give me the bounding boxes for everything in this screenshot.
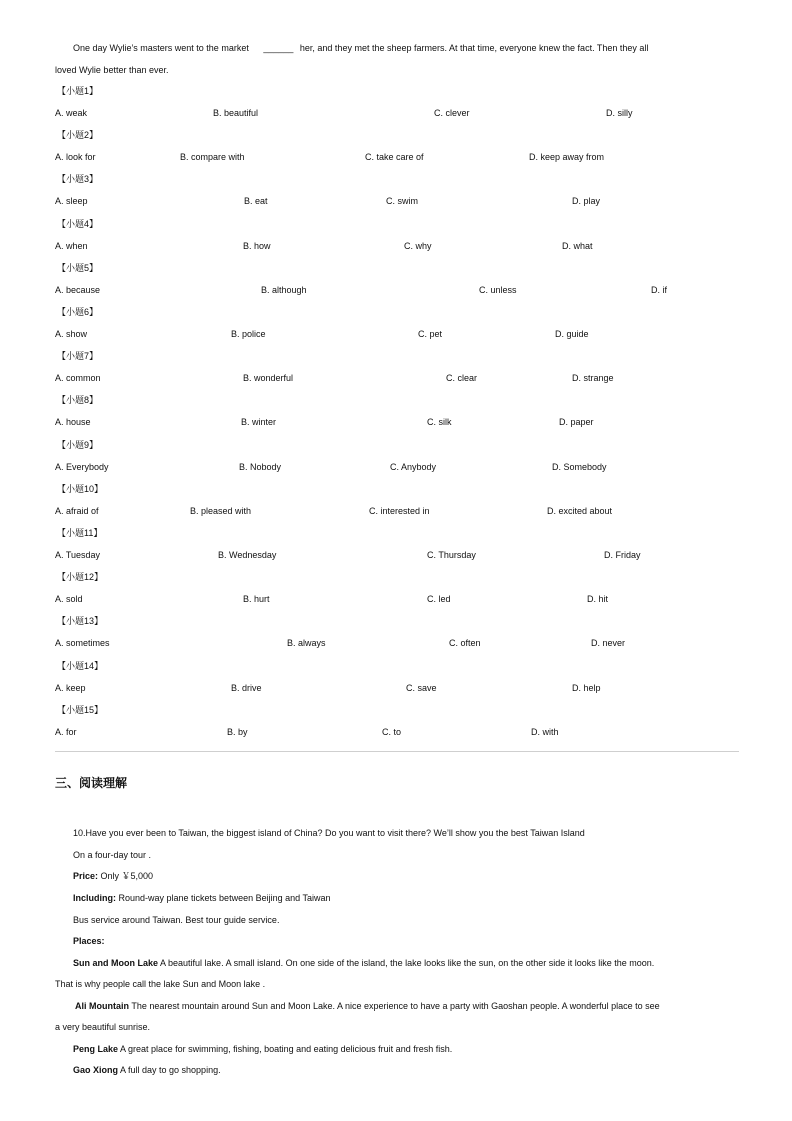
option-a: A. sleep (55, 196, 88, 207)
option-a: A. when (55, 240, 88, 251)
including-value: Round-way plane tickets between Beijing and Taiwan (116, 893, 331, 903)
intro-text-b: her, and they met the sheep farmers. At that time, everyone knew the fact. Then they all (299, 43, 649, 53)
passage-line-1: 10.Have you ever been to Taiwan, the biggest island of China? Do you want to visit there? We’ll show you the best Taiwan Island (73, 828, 585, 838)
question-number: 【小题7】 (57, 351, 99, 362)
option-b: B. compare with (180, 152, 245, 163)
option-d: D. excited about (547, 505, 613, 516)
question-number: 【小题9】 (57, 439, 99, 450)
question-number: 【小题6】 (57, 307, 99, 317)
option-d: D. hit (587, 594, 609, 605)
option-b: B. always (287, 638, 326, 649)
option-d: D. what (562, 240, 593, 251)
price-line (73, 870, 153, 882)
ali-mountain-line (75, 1000, 660, 1012)
question-number: 【小题4】 (57, 218, 99, 229)
question-number: 【小题5】 (57, 262, 99, 273)
question-number: 【小题13】 (57, 616, 104, 627)
option-c: C. silk (427, 417, 452, 428)
option-b: B. wonderful (243, 373, 294, 384)
option-b: B. how (243, 240, 271, 251)
question-number: 【小题11】 (57, 528, 103, 538)
option-b: B. eat (244, 196, 268, 207)
section-divider (55, 751, 739, 752)
section-heading: 三、阅读理解 (55, 776, 128, 790)
gao-xiong-text: A full day to go shopping. (118, 1065, 221, 1075)
sun-moon-label: Sun and Moon Lake (73, 958, 159, 968)
question-number: 【小题12】 (57, 572, 104, 583)
option-a: A. sold (55, 594, 83, 605)
option-c: C. why (404, 240, 432, 251)
option-c: C. Thursday (427, 550, 476, 560)
option-c: C. led (427, 594, 451, 605)
option-d: D. help (572, 682, 601, 693)
option-c: C. save (406, 682, 437, 693)
option-b: B. Wednesday (218, 550, 277, 560)
price-label: Price: (73, 871, 99, 881)
option-b: B. beautiful (213, 108, 259, 118)
including-label: Including: (73, 893, 116, 903)
option-a: A. keep (55, 682, 86, 693)
peng-lake-label: Peng Lake (73, 1044, 119, 1054)
option-a: A. Tuesday (55, 550, 101, 560)
option-d: D. paper (559, 417, 594, 428)
including-line (73, 892, 330, 904)
sun-moon-line-2: That is why people call the lake Sun and Moon lake . (55, 979, 266, 989)
option-d: D. Friday (604, 550, 641, 560)
question-number: 【小题10】 (57, 483, 104, 494)
question-number: 【小题2】 (57, 130, 99, 141)
option-a: A. for (55, 726, 77, 737)
option-c: C. pet (418, 329, 443, 339)
option-d: D. play (572, 196, 601, 207)
option-c: C. swim (386, 196, 418, 207)
ali-mountain-line-2: a very beautiful sunrise. (55, 1022, 151, 1032)
option-a: A. house (55, 417, 91, 428)
option-d: D. strange (572, 373, 614, 384)
peng-lake-text: A great place for swimming, fishing, boating and eating delicious fruit and fresh fish. (118, 1044, 453, 1054)
question-number: 【小题3】 (57, 174, 99, 185)
option-d: D. Somebody (552, 461, 607, 472)
option-c: C. Anybody (390, 461, 437, 472)
option-a: A. weak (55, 108, 88, 118)
option-b: B. winter (241, 417, 277, 428)
option-b: B. Nobody (239, 461, 282, 472)
option-c: C. to (382, 726, 402, 737)
option-d: D. silly (606, 108, 633, 118)
option-d: D. never (591, 638, 626, 649)
option-c: C. take care of (365, 152, 424, 163)
bus-line: Bus service around Taiwan. Best tour guide service. (73, 915, 280, 925)
intro-line-2: loved Wylie better than ever. (55, 65, 169, 75)
option-a: A. afraid of (55, 505, 99, 516)
option-a: A. show (55, 329, 88, 339)
ali-mountain-label: Ali Mountain (75, 1001, 129, 1011)
option-b: B. hurt (243, 594, 270, 605)
peng-lake-line (73, 1043, 452, 1055)
places-label: Places: (73, 936, 105, 946)
intro-line-1 (73, 42, 648, 54)
option-a: A. common (55, 373, 101, 384)
price-value: Only ￥5,000 (98, 871, 154, 881)
option-a: A. sometimes (55, 638, 110, 649)
option-b: B. drive (231, 682, 262, 693)
option-c: C. clear (446, 373, 478, 384)
passage-line-2: On a four-day tour . (73, 850, 152, 860)
question-number: 【小题1】 (57, 86, 99, 96)
question-number: 【小题14】 (57, 660, 104, 671)
answer-blank: ______ (263, 43, 294, 53)
sun-moon-text: A beautiful lake. A small island. On one side of the island, the lake looks like the sun, on the other side it looks like the moon. (158, 958, 655, 968)
option-d: D. if (651, 284, 668, 295)
option-a: A. Everybody (55, 461, 109, 472)
option-d: D. keep away from (529, 152, 605, 163)
option-a: A. look for (55, 152, 96, 163)
option-b: B. by (227, 726, 248, 737)
question-number: 【小题8】 (57, 395, 99, 406)
gao-xiong-line (73, 1064, 221, 1076)
intro-text-a: One day Wylie’s masters went to the market (73, 43, 249, 53)
option-b: B. pleased with (190, 505, 252, 516)
option-a: A. because (55, 284, 101, 295)
question-number: 【小题15】 (57, 704, 104, 715)
option-c: C. unless (479, 284, 517, 295)
option-d: D. guide (555, 329, 589, 339)
option-c: C. clever (434, 108, 470, 118)
option-b: B. although (261, 284, 307, 295)
ali-mountain-text: The nearest mountain around Sun and Moon Lake. A nice experience to have a party with Gaoshan people. A wonderful place to see (129, 1001, 660, 1011)
option-c: C. interested in (369, 505, 430, 516)
option-c: C. often (449, 638, 481, 649)
option-b: B. police (231, 329, 266, 339)
option-d: D. with (531, 726, 559, 737)
sun-moon-line (73, 957, 654, 969)
gao-xiong-label: Gao Xiong (73, 1065, 118, 1075)
